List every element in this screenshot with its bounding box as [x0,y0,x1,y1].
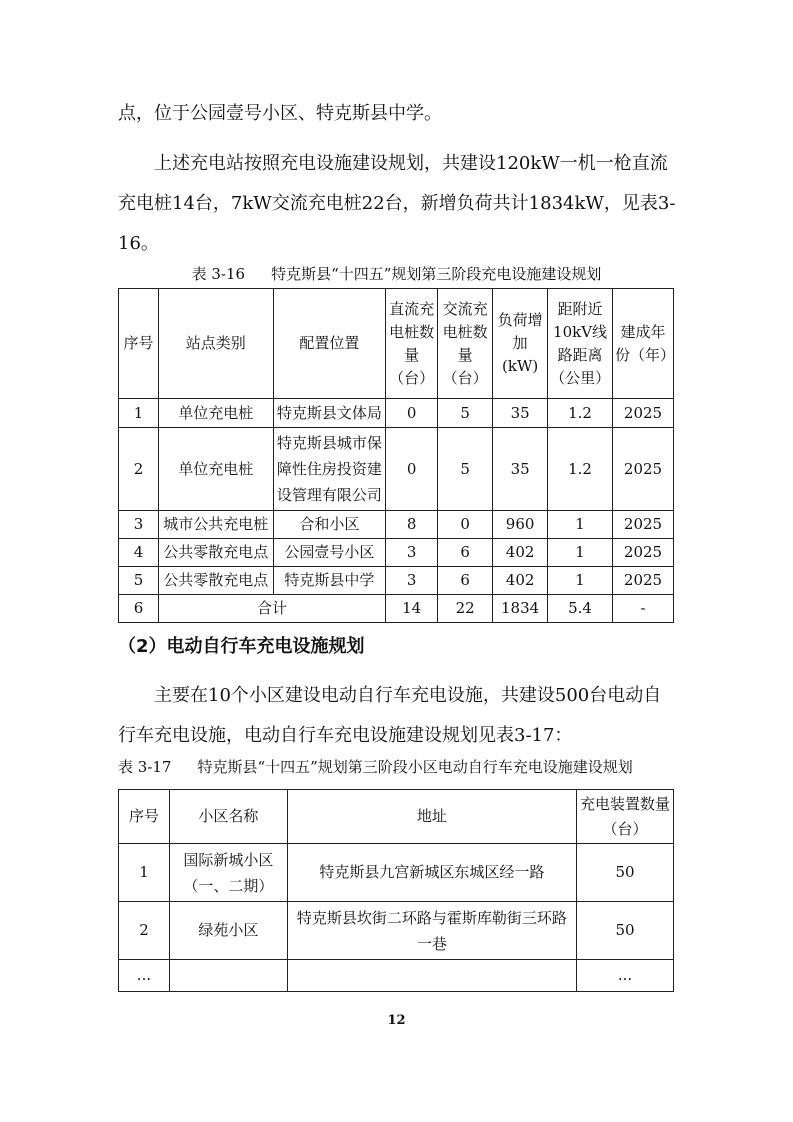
table-cell: ... [577,960,674,992]
table-cell: 960 [493,511,548,539]
table-cell: 城市公共充电桩 [158,511,273,539]
table-cell: 1 [119,399,159,428]
table-3-17 [118,789,674,992]
table-cell: 3 [386,539,438,567]
table-total-row [119,595,674,623]
table-cell: 0 [386,428,438,511]
table-row [119,567,674,595]
table-cell: 公共零散充电点 [158,567,273,595]
table-header-row [119,790,674,844]
page-number: 12 [387,1013,406,1028]
table-cell: 1.2 [548,399,613,428]
caption-number: 表 3-17 [118,758,172,776]
table-cell: 特克斯县中学 [273,567,386,595]
table-cell: 1 [548,539,613,567]
table-row [119,539,674,567]
table-cell: 公共零散充电点 [158,539,273,567]
table-row [119,428,674,511]
table-cell [169,960,287,992]
table-cell: 22 [438,595,493,623]
table-cell: 6 [438,539,493,567]
table-cell: 50 [577,844,674,902]
table-cell: 特克斯县坎街二环路与霍斯库勒街三环路一巷 [287,902,576,960]
header-cell: 负荷增加(kW) [493,289,548,399]
table-cell: 2025 [613,567,674,595]
table-cell: 2025 [613,539,674,567]
table-cell: 2025 [613,511,674,539]
table-cell: 特克斯县九宫新城区东城区经一路 [287,844,576,902]
table-cell: 合和小区 [273,511,386,539]
table-cell: 0 [438,511,493,539]
total-label-cell: 合计 [158,595,385,623]
table-cell: 1 [548,567,613,595]
table-cell: 35 [493,399,548,428]
header-cell: 序号 [119,790,170,844]
header-cell: 距附近10kV线路距离（公里） [548,289,613,399]
table-cell: 0 [386,399,438,428]
header-cell: 小区名称 [169,790,287,844]
table-cell: 5 [119,567,159,595]
table-cell: 3 [119,511,159,539]
table-cell: 绿苑小区 [169,902,287,960]
paragraph-2: 上述充电站按照充电设施建设规划，共建设120kW一机一枪直流充电桩14台，7kW交流充电桩22台，新增负荷共计1834kW，见表3-16。 [118,153,676,254]
table-cell: ... [119,960,170,992]
table-row [119,844,674,902]
table-3-16-caption [0,264,793,284]
caption-title: 特克斯县“十四五”规划第三阶段小区电动自行车充电设施建设规划 [197,758,633,776]
table-cell: 特克斯县城市保障性住房投资建设管理有限公司 [273,428,386,511]
section-heading: （2）电动自行车充电设施规划 [118,636,365,657]
table-3-16 [118,288,674,623]
table-row [119,399,674,428]
header-cell: 站点类别 [158,289,273,399]
table-cell: 6 [438,567,493,595]
table-cell: 公园壹号小区 [273,539,386,567]
table-cell: 4 [119,539,159,567]
table-cell: 5 [438,399,493,428]
caption-number: 表 3-16 [191,265,246,283]
table-cell: 2 [119,902,170,960]
header-cell: 地址 [287,790,576,844]
header-cell: 充电装置数量（台） [577,790,674,844]
table-cell [287,960,576,992]
table-3-17-caption [118,757,678,777]
table-cell: 402 [493,567,548,595]
paragraph-1: 点，位于公园壹号小区、特克斯县中学。 [118,103,442,124]
header-cell: 序号 [119,289,159,399]
table-cell: 5 [438,428,493,511]
table-row [119,511,674,539]
table-cell: 2 [119,428,159,511]
table-cell: 3 [386,567,438,595]
header-cell: 直流充电桩数量（台） [386,289,438,399]
caption-title: 特克斯县“十四五”规划第三阶段充电设施建设规划 [271,265,602,283]
table-row [119,960,674,992]
table-cell: 50 [577,902,674,960]
table-cell: 单位充电桩 [158,399,273,428]
table-cell: 6 [119,595,159,623]
table-cell: - [613,595,674,623]
header-cell: 交流充电桩数量（台） [438,289,493,399]
table-cell: 1834 [493,595,548,623]
header-cell: 配置位置 [273,289,386,399]
table-header-row [119,289,674,399]
table-row [119,902,674,960]
table-cell: 35 [493,428,548,511]
table-cell: 1 [119,844,170,902]
header-cell: 建成年份（年） [613,289,674,399]
table-cell: 2025 [613,399,674,428]
paragraph-3: 主要在10个小区建设电动自行车充电设施，共建设500台电动自行车充电设施，电动自行车充电设施建设规划见表3-17： [118,685,662,746]
table-cell: 1.2 [548,428,613,511]
table-cell: 402 [493,539,548,567]
table-cell: 14 [386,595,438,623]
table-cell: 单位充电桩 [158,428,273,511]
table-cell: 国际新城小区（一、二期） [169,844,287,902]
table-cell: 1 [548,511,613,539]
table-cell: 特克斯县文体局 [273,399,386,428]
table-cell: 8 [386,511,438,539]
table-cell: 5.4 [548,595,613,623]
table-cell: 2025 [613,428,674,511]
